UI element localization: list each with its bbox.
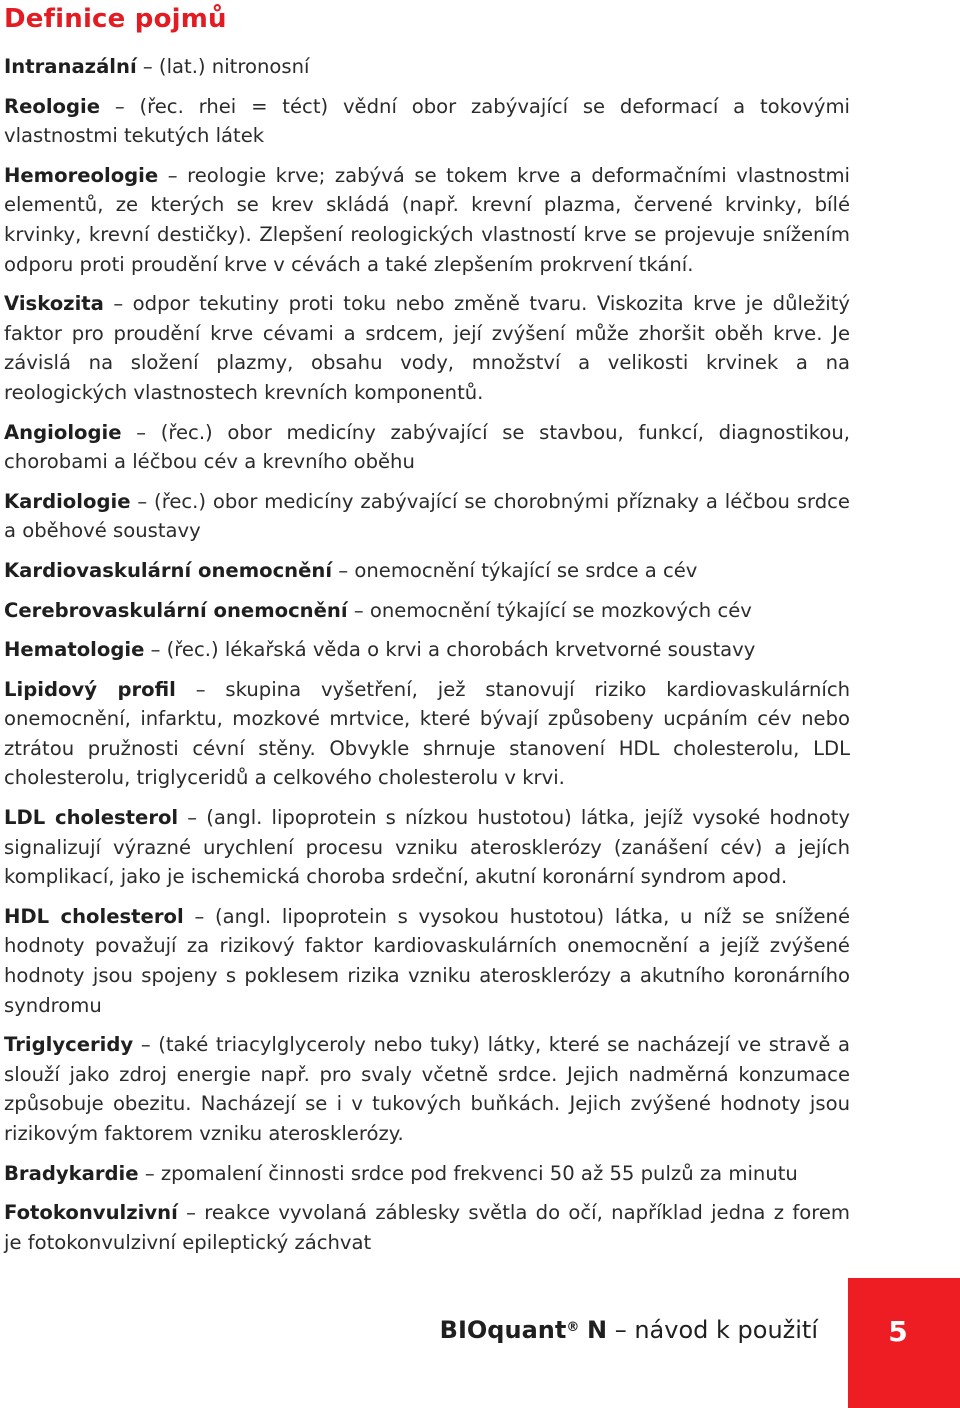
- definition-term: Kardiologie: [4, 489, 131, 513]
- definition-term: Triglyceridy: [4, 1033, 134, 1057]
- definition-term: Viskozita: [4, 292, 104, 316]
- definition-term: Hemoreologie: [4, 163, 159, 187]
- definition-item: [4, 487, 850, 546]
- definition-text: – skupina vyšetření, jež stanovují riziko kardiovaskulárních onemocnění, infarktu, mozkové mrtvice, které bývají způsobeny ucpáním cév nebo ztrátou pružnosti cévní stěny. Obvykle shrnuje stanovení HDL cholesterolu, LDL cholesterolu, triglyceridů a celkového cholesterolu v krvi.: [4, 677, 851, 790]
- definition-item: [4, 289, 850, 407]
- definition-term: Bradykardie: [4, 1161, 139, 1185]
- definition-term: Lipidový profil: [4, 677, 176, 701]
- footer-brand-suffix: N: [586, 1316, 608, 1344]
- definition-item: [4, 675, 850, 793]
- definition-text: – onemocnění týkající se mozkových cév: [353, 598, 752, 622]
- definition-term: Angiologie: [4, 420, 122, 444]
- definition-term: LDL cholesterol: [4, 806, 179, 830]
- definition-text: – (také triacylglyceroly nebo tuky) látky, které se nacházejí ve stravě a slouží jako zdroj energie např. pro svaly včetně srdce. Jejich nadměrná konzumace způsobuje obezitu. Nacházejí se i v tukových buňkách. Jejich zvýšené hodnoty jsou rizikovým faktorem vzniku aterosklerózy.: [4, 1033, 850, 1145]
- definition-item: [4, 596, 850, 626]
- definition-text: – reologie krve; zabývá se tokem krve a deformačními vlastnostmi elementů, ze kterých se krev skládá (např. krevní plazma, červené krvinky, bílé krvinky, krevní destičky). Zlepšení reologických vlastností krve se projevuje snížením odporu proti proudění krve v cévách a také zlepšením prokrvení tkání.: [4, 163, 850, 276]
- definition-item: [4, 1159, 850, 1189]
- definition-text: – reakce vyvolaná záblesky světla do očí, například jedna z forem je fotokonvulzivní epileptický záchvat: [4, 1201, 851, 1254]
- definition-item: [4, 902, 850, 1020]
- definition-item: [4, 418, 850, 477]
- definition-item: [4, 92, 850, 151]
- definition-text: – (řec.) lékařská věda o krvi a chorobách krvetvorné soustavy: [150, 638, 756, 662]
- definition-term: Intranazální: [4, 55, 137, 78]
- definition-term: Cerebrovaskulární onemocnění: [4, 598, 348, 622]
- page-title: Definice pojmů: [4, 4, 227, 34]
- definition-term: HDL cholesterol: [4, 904, 184, 928]
- definition-text: – (lat.) nitronosní: [142, 55, 310, 78]
- definition-term: Fotokonvulzivní: [4, 1201, 178, 1225]
- definition-text: – (řec.) obor medicíny zabývající se chorobnými příznaky a léčbou srdce a oběhové soustavy: [4, 489, 850, 543]
- definition-item: [4, 161, 850, 279]
- definition-text: – (angl. lipoprotein s vysokou hustotou) látka, u níž se snížené hodnoty považují za rizikový faktor kardiovaskulárních onemocnění a jejíž zvýšené hodnoty jsou spojeny s poklesem rizika vzniku aterosklerózy a akutního koronárního syndromu: [4, 904, 850, 1017]
- registered-trademark: ®: [566, 1320, 580, 1335]
- definition-text: – zpomalení činnosti srdce pod frekvenci 50 až 55 pulzů za minutu: [144, 1161, 798, 1185]
- definition-item: [4, 1030, 850, 1148]
- definition-term: Kardiovaskulární onemocnění: [4, 558, 333, 582]
- page-number: 5: [888, 1315, 908, 1348]
- definitions-list: [4, 52, 850, 1267]
- page-number-box: [848, 1278, 960, 1408]
- definition-text: – onemocnění týkající se srdce a cév: [338, 558, 698, 582]
- definition-term: Reologie: [4, 94, 101, 118]
- definition-item: [4, 556, 850, 586]
- definition-item: [4, 52, 850, 82]
- definition-text: – (řec. rhei = téct) vědní obor zabývající se deformací a tokovými vlastnostmi tekutých látek: [4, 94, 850, 148]
- footer-document-title: [440, 1310, 818, 1350]
- definition-text: – (angl. lipoprotein s nízkou hustotou) látka, jejíž vysoké hodnoty signalizují výrazné urychlení procesu vzniku aterosklerózy (zanášení cév) a jejích komplikací, jako je ischemická choroba srdeční, akutní koronární syndrom apod.: [4, 806, 850, 889]
- footer-brand: BIOquant: [439, 1316, 567, 1344]
- footer-subtitle: – návod k použití: [614, 1316, 818, 1344]
- definition-text: – (řec.) obor medicíny zabývající se stavbou, funkcí, diagnostikou, chorobami a léčbou cév a krevního oběhu: [4, 420, 850, 474]
- definition-text: – odpor tekutiny proti toku nebo změně tvaru. Viskozita krve je důležitý faktor pro proudění krve cévami a srdcem, její zvýšení může zhoršit oběh krve. Je závislá na složení plazmy, obsahu vody, množství a velikosti krvinek a na reologických vlastnostech krevních komponentů.: [4, 292, 850, 404]
- definition-item: [4, 803, 850, 892]
- definition-term: Hematologie: [4, 638, 145, 662]
- definition-item: [4, 635, 850, 665]
- definition-item: [4, 1198, 850, 1257]
